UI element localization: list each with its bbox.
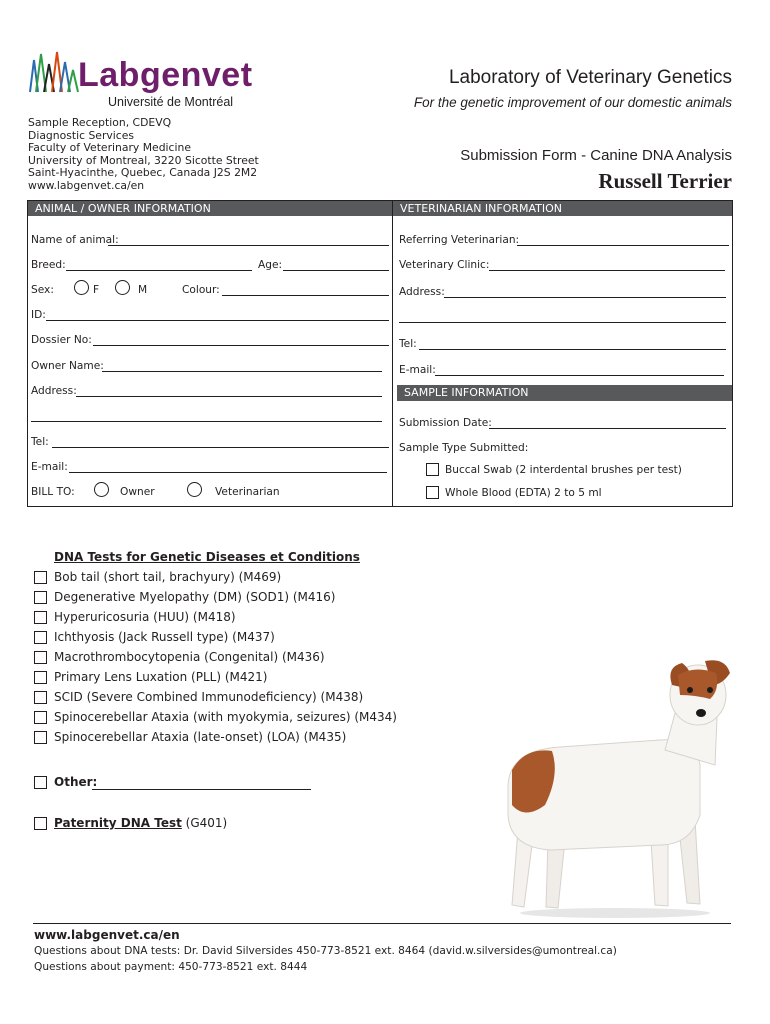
paternity-code: (G401) — [185, 816, 228, 830]
dossier-input[interactable] — [93, 345, 389, 346]
vet-clinic-input[interactable] — [489, 270, 725, 271]
address-line: Faculty of Veterinary Medicine — [28, 141, 191, 155]
vet-email-input[interactable] — [435, 375, 724, 376]
breed-title: Russell Terrier — [598, 169, 732, 193]
address-line: Diagnostic Services — [28, 128, 134, 142]
vet-tel-input[interactable] — [419, 349, 726, 350]
owner-email-input[interactable] — [69, 472, 387, 473]
test-item: Degenerative Myelopathy (DM) (SOD1) (M416) — [54, 590, 336, 604]
id-input[interactable] — [46, 320, 389, 321]
sex-label: Sex: — [31, 284, 54, 296]
vet-address-label: Address: — [399, 286, 445, 298]
paternity-label — [54, 816, 227, 830]
referring-vet-label: Referring Veterinarian: — [399, 234, 520, 246]
vet-address-input[interactable] — [444, 297, 726, 298]
vet-email-label: E-mail: — [399, 364, 436, 376]
test-checkbox[interactable] — [34, 671, 47, 684]
owner-address-line-2[interactable] — [31, 421, 382, 422]
vet-clinic-label: Veterinary Clinic: — [399, 259, 490, 271]
owner-name-label: Owner Name: — [31, 360, 104, 372]
other-test-label: Other: — [54, 775, 98, 789]
animal-name-input[interactable] — [108, 245, 389, 246]
dna-tests-heading: DNA Tests for Genetic Diseases et Conditions — [54, 550, 360, 564]
bill-owner-radio[interactable] — [94, 482, 109, 497]
owner-tel-input[interactable] — [52, 447, 389, 448]
sample-info-header: SAMPLE INFORMATION — [397, 385, 732, 401]
sample-type-label: Sample Type Submitted: — [399, 442, 529, 454]
animal-owner-header: ANIMAL / OWNER INFORMATION — [28, 201, 392, 216]
sex-male-radio[interactable] — [115, 280, 130, 295]
vet-tel-label: Tel: — [399, 338, 417, 350]
test-checkbox[interactable] — [34, 611, 47, 624]
breed-input[interactable] — [66, 270, 252, 271]
bill-vet-radio[interactable] — [187, 482, 202, 497]
owner-name-input[interactable] — [102, 371, 382, 372]
address-website[interactable]: www.labgenvet.ca/en — [28, 178, 145, 192]
footer-payment-contact: Questions about payment: 450-773-8521 ext. 8444 — [34, 961, 308, 973]
jack-russell-terrier-image — [490, 655, 740, 920]
referring-vet-input[interactable] — [517, 245, 729, 246]
dossier-label: Dossier No: — [31, 334, 92, 346]
age-input[interactable] — [283, 270, 389, 271]
buccal-swab-label: Buccal Swab (2 interdental brushes per test) — [445, 464, 682, 476]
sex-female-label: F — [93, 284, 100, 296]
lab-title: Laboratory of Veterinary Genetics — [448, 67, 732, 88]
logo-wordmark: Labgenvet — [78, 56, 253, 94]
breed-label: Breed: — [31, 259, 66, 271]
test-checkbox[interactable] — [34, 571, 47, 584]
test-checkbox[interactable] — [34, 631, 47, 644]
other-test-checkbox[interactable] — [34, 776, 47, 789]
paternity-checkbox[interactable] — [34, 817, 47, 830]
test-item: SCID (Severe Combined Immunodeficiency) (M438) — [54, 690, 364, 704]
sex-male-label: M — [138, 284, 148, 296]
test-item: Spinocerebellar Ataxia (late-onset) (LOA) (M435) — [54, 730, 347, 744]
test-item: Ichthyosis (Jack Russell type) (M437) — [54, 630, 275, 644]
labgenvet-logo — [28, 46, 253, 111]
whole-blood-label: Whole Blood (EDTA) 2 to 5 ml — [445, 487, 602, 499]
address-line: University of Montreal, 3220 Sicotte Street — [28, 153, 259, 167]
whole-blood-checkbox[interactable] — [426, 486, 439, 499]
veterinarian-header: VETERINARIAN INFORMATION — [393, 201, 732, 216]
footer-website[interactable]: www.labgenvet.ca/en — [34, 928, 180, 942]
test-item: Hyperuricosuria (HUU) (M418) — [54, 610, 236, 624]
form-title: Submission Form - Canine DNA Analysis — [460, 147, 732, 164]
test-item: Bob tail (short tail, brachyury) (M469) — [54, 570, 282, 584]
test-checkbox[interactable] — [34, 691, 47, 704]
submission-date-label: Submission Date: — [399, 417, 492, 429]
test-item: Spinocerebellar Ataxia (with myokymia, seizures) (M434) — [54, 710, 397, 724]
column-divider — [392, 200, 393, 507]
owner-email-label: E-mail: — [31, 461, 68, 473]
owner-address-input[interactable] — [76, 396, 382, 397]
form-box — [27, 200, 733, 507]
footer-divider — [33, 923, 731, 924]
bill-vet-label: Veterinarian — [215, 486, 280, 498]
reception-address — [28, 117, 259, 193]
vet-address-line-2[interactable] — [399, 322, 726, 323]
dna-peaks-icon — [28, 50, 80, 94]
other-test-input[interactable] — [92, 789, 311, 790]
age-label: Age: — [258, 259, 283, 271]
address-line: Sample Reception, CDEVQ — [28, 116, 172, 129]
colour-input[interactable] — [222, 295, 389, 296]
colour-label: Colour: — [182, 284, 220, 296]
test-item: Macrothrombocytopenia (Congenital) (M436) — [54, 650, 325, 664]
buccal-swab-checkbox[interactable] — [426, 463, 439, 476]
submission-date-input[interactable] — [489, 428, 726, 429]
footer-dna-contact: Questions about DNA tests: Dr. David Silversides 450-773-8521 ext. 8464 (david.w.silversides@umontreal.ca) — [34, 945, 617, 957]
test-checkbox[interactable] — [34, 591, 47, 604]
address-line: Saint-Hyacinthe, Quebec, Canada J2S 2M2 — [28, 166, 258, 180]
owner-tel-label: Tel: — [31, 436, 49, 448]
paternity-title: Paternity DNA Test — [54, 816, 182, 830]
id-label: ID: — [31, 309, 46, 321]
bill-owner-label: Owner — [120, 486, 155, 498]
test-item: Primary Lens Luxation (PLL) (M421) — [54, 670, 268, 684]
test-checkbox[interactable] — [34, 731, 47, 744]
bill-to-label: BILL TO: — [31, 486, 75, 498]
test-checkbox[interactable] — [34, 711, 47, 724]
logo-university: Université de Montréal — [108, 95, 234, 109]
animal-name-label: Name of animal: — [31, 234, 119, 246]
lab-subtitle: For the genetic improvement of our domestic animals — [413, 95, 732, 110]
test-checkbox[interactable] — [34, 651, 47, 664]
sex-female-radio[interactable] — [74, 280, 89, 295]
owner-address-label: Address: — [31, 385, 77, 397]
